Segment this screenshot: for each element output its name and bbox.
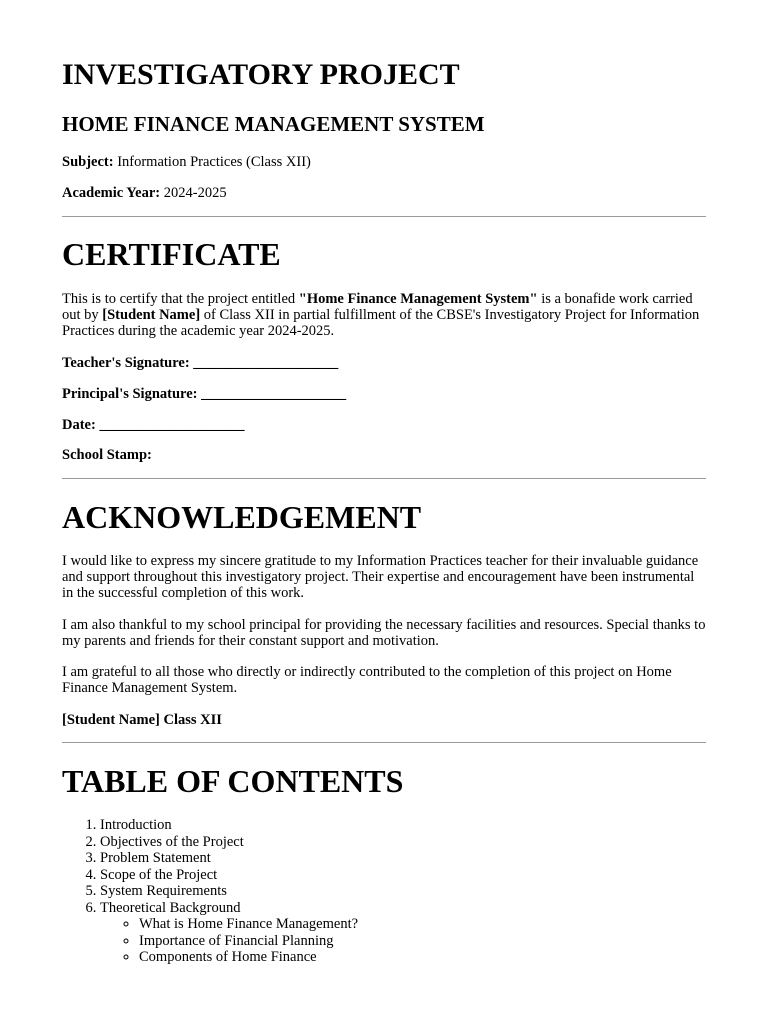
academic-year-label: Academic Year: — [62, 185, 161, 201]
acknowledgement-paragraph-1: I would like to express my sincere gratitude to my Information Practices teacher for their invaluable guidance and support throughout this investigatory project. Their expertise and encouragement have been instrumental in the successful completion of this work. — [62, 553, 699, 601]
certificate-project-name: "Home Finance Management System" — [298, 291, 538, 307]
toc-item: 3. Problem Statement — [100, 850, 358, 867]
toc-sublist — [100, 916, 358, 966]
acknowledgement-paragraph-3: I am grateful to all those who directly or indirectly contributed to the completion of this project on Home Finance Management System. — [62, 664, 672, 696]
acknowledgement-paragraph-2: I am also thankful to my school principal for providing the necessary facilities and resources. Special thanks to my parents and friends for their constant support and motivation. — [62, 617, 706, 649]
toc-item: 4. Scope of the Project — [100, 867, 358, 884]
divider — [62, 742, 706, 743]
project-title: INVESTIGATORY PROJECT — [62, 58, 460, 91]
certificate-text — [62, 291, 706, 339]
certificate-student-name: [Student Name] — [102, 307, 201, 323]
divider — [62, 478, 706, 479]
subject-label: Subject: — [62, 154, 114, 170]
academic-year-line — [62, 184, 227, 202]
toc-item-with-subitems — [100, 900, 358, 966]
acknowledgement-signoff: [Student Name] Class XII — [62, 712, 222, 728]
principal-signature-line: Principal's Signature: ____________________ — [62, 386, 347, 402]
toc-heading: TABLE OF CONTENTS — [62, 763, 404, 799]
academic-year-value: 2024-2025 — [160, 185, 227, 201]
certificate-text-part: This is to certify that the project entitled — [62, 291, 299, 307]
project-subtitle: HOME FINANCE MANAGEMENT SYSTEM — [62, 112, 485, 136]
toc-item: 1. Introduction — [100, 817, 358, 834]
subject-value: Information Practices (Class XII) — [113, 154, 311, 170]
toc-item-label: Theoretical Background — [100, 899, 241, 916]
school-stamp-line: School Stamp: — [62, 447, 152, 463]
toc-item: 2. Objectives of the Project — [100, 834, 358, 851]
toc-subitem: ◦ Components of Home Finance — [139, 949, 358, 966]
toc-list — [62, 817, 358, 966]
subject-line — [62, 153, 311, 171]
date-line: Date: ____________________ — [62, 417, 245, 433]
toc-subitem: ◦ What is Home Finance Management? — [139, 916, 358, 933]
acknowledgement-heading: ACKNOWLEDGEMENT — [62, 499, 422, 535]
teacher-signature-line: Teacher's Signature: ____________________ — [62, 355, 339, 371]
certificate-text-part: of Class XII in partial fulfillment of the CBSE's Investigatory Project for Information Practices during the academic year 2024-2025. — [62, 307, 700, 339]
certificate-text-part: is a bonafide work carried out by — [62, 291, 693, 323]
divider — [62, 216, 706, 217]
toc-subitem: ◦ Importance of Financial Planning — [139, 933, 358, 950]
certificate-heading: CERTIFICATE — [62, 236, 281, 272]
toc-item: 5. System Requirements — [100, 883, 358, 900]
